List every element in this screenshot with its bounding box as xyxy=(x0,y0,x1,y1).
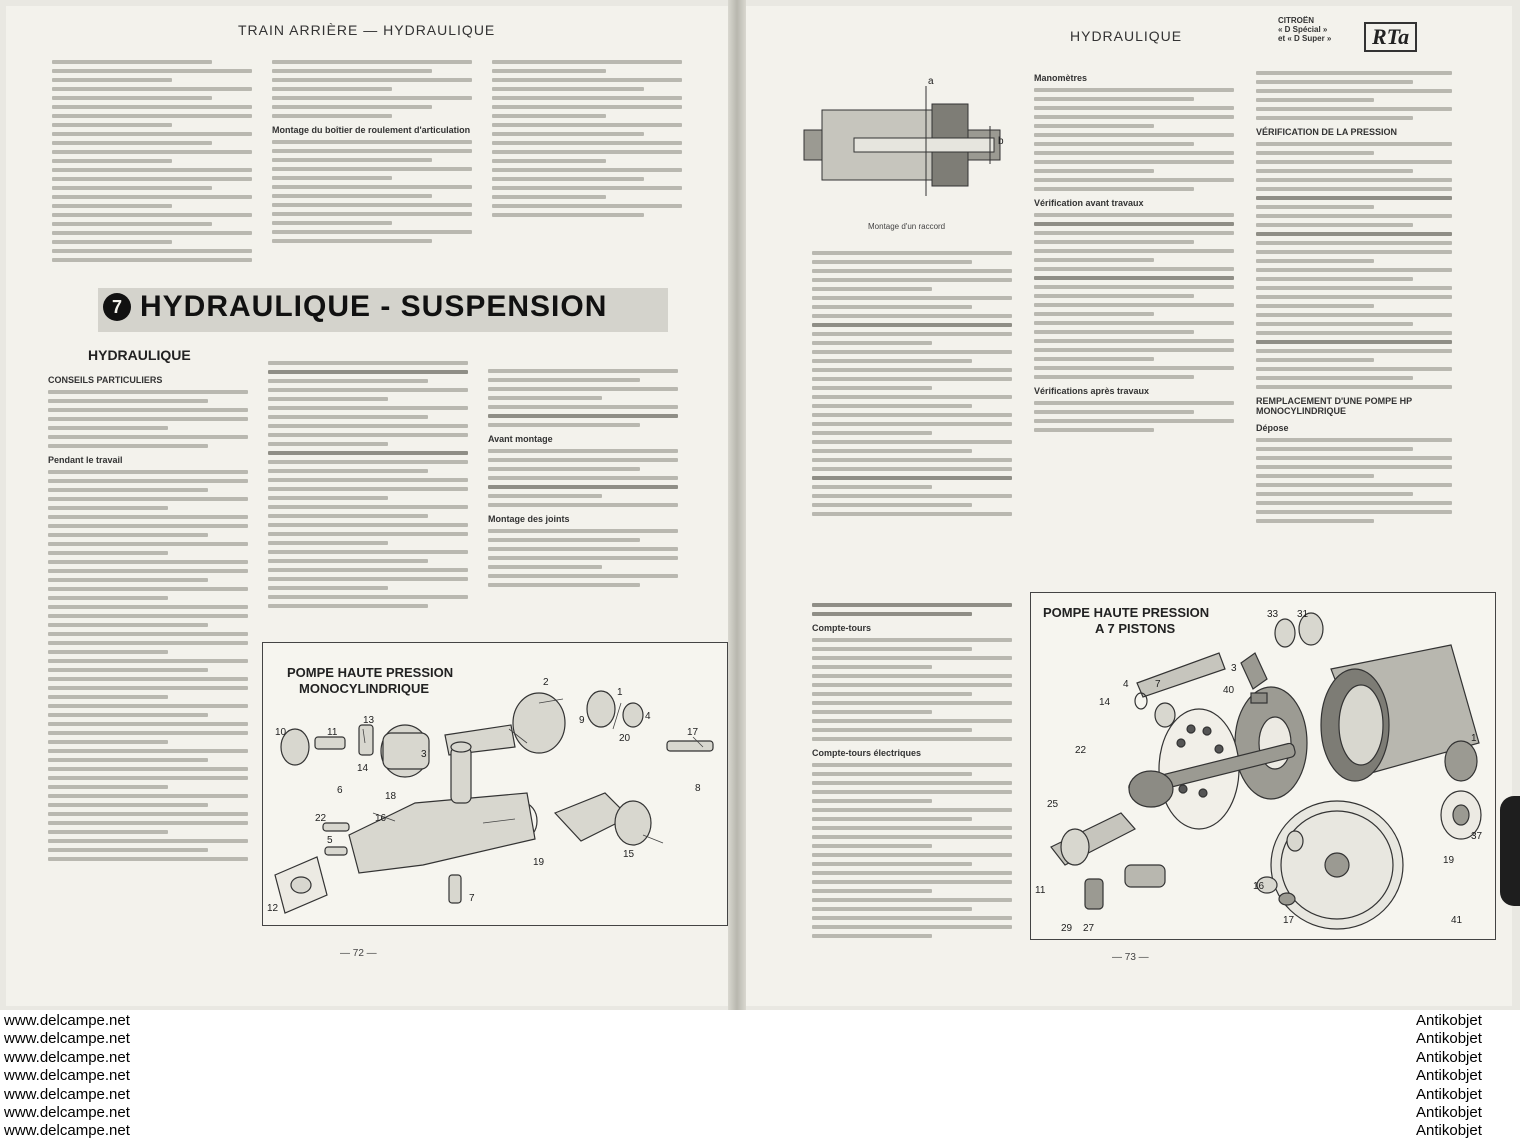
running-head-left: TRAIN ARRIÈRE — HYDRAULIQUE xyxy=(238,22,496,38)
callout-label: 4 xyxy=(1123,679,1129,690)
watermark-left xyxy=(4,1012,130,1141)
text-column xyxy=(812,598,1012,943)
text-column xyxy=(268,356,468,613)
callout-label: 25 xyxy=(1047,799,1059,810)
callout-label: 11 xyxy=(327,727,338,738)
callout-label: 5 xyxy=(327,835,333,846)
book-gutter xyxy=(728,0,746,1010)
subheading: Avant montage xyxy=(488,434,553,444)
figure-title-line1: POMPE HAUTE PRESSION xyxy=(1043,605,1210,620)
section-number: 7 xyxy=(103,293,131,321)
subheading: Vérification avant travaux xyxy=(1034,198,1144,208)
figure-7-piston-pump xyxy=(1030,592,1496,940)
text-column xyxy=(1256,66,1452,528)
text-column xyxy=(812,246,1012,521)
callout-label: 31 xyxy=(1297,609,1309,620)
callout-label: 41 xyxy=(1451,915,1463,926)
raccord-label-b: b xyxy=(998,136,1004,147)
section-title: HYDRAULIQUE - SUSPENSION xyxy=(140,290,608,323)
page-tab-edge xyxy=(1500,796,1520,906)
callout-label: 8 xyxy=(695,783,701,794)
callout-label: 7 xyxy=(469,893,475,904)
watermark-line: Antikobjet xyxy=(1416,1012,1482,1029)
watermark-line: www.delcampe.net xyxy=(4,1030,130,1048)
brand-line: « D Spécial » xyxy=(1278,25,1328,34)
brand-line: CITROËN xyxy=(1278,16,1314,25)
callout-label: 10 xyxy=(275,727,287,738)
watermark-line: www.delcampe.net xyxy=(4,1067,130,1085)
subheading: Pendant le travail xyxy=(48,455,123,465)
callout-label: 7 xyxy=(1155,679,1161,690)
callout-label: 20 xyxy=(619,733,631,744)
subheading: Montage du boîtier de roulement d'articulation xyxy=(272,125,471,135)
text-column xyxy=(488,364,678,592)
brand-block xyxy=(1278,16,1331,43)
watermark-right xyxy=(1416,1012,1482,1141)
raccord-label-a: a xyxy=(928,76,934,87)
callout-label: 1 xyxy=(1471,733,1477,744)
callout-label: 16 xyxy=(375,813,387,824)
figure-title-line1: POMPE HAUTE PRESSION xyxy=(287,665,454,680)
callout-label: 40 xyxy=(1223,685,1235,696)
page-number-left: — 72 — xyxy=(340,948,377,959)
callout-label: 11 xyxy=(1035,885,1046,896)
sub-heading: HYDRAULIQUE xyxy=(88,347,191,363)
watermark-line: www.delcampe.net xyxy=(4,1048,130,1066)
callout-label: 27 xyxy=(1083,923,1095,934)
subheading: CONSEILS PARTICULIERS xyxy=(48,375,163,385)
rta-logo: RTa xyxy=(1364,22,1417,52)
callout-label: 17 xyxy=(1283,915,1295,926)
callout-label: 22 xyxy=(1075,745,1087,756)
callout-label: 3 xyxy=(421,749,427,760)
text-column xyxy=(492,55,682,222)
callout-label: 29 xyxy=(1061,923,1073,934)
watermark-line: Antikobjet xyxy=(1416,1122,1482,1140)
callout-label: 14 xyxy=(1099,697,1111,708)
page-number-right: — 73 — xyxy=(1112,952,1149,963)
callout-label: 33 xyxy=(1267,609,1279,620)
watermark-line: Antikobjet xyxy=(1416,1030,1482,1048)
callout-label: 37 xyxy=(1471,831,1483,842)
watermark-line: Antikobjet xyxy=(1416,1067,1482,1085)
callout-label: 3 xyxy=(1231,663,1237,674)
callout-label: 19 xyxy=(1443,855,1455,866)
watermark-line: www.delcampe.net xyxy=(4,1122,130,1140)
callout-label: 14 xyxy=(357,763,369,774)
raccord-drawing xyxy=(794,66,1018,216)
watermark-line: Antikobjet xyxy=(1416,1104,1482,1122)
subheading: Montage des joints xyxy=(488,514,570,524)
figure-raccord xyxy=(794,66,1018,236)
callout-label: 12 xyxy=(267,903,279,914)
text-column xyxy=(272,55,472,248)
figure-title-line2: A 7 PISTONS xyxy=(1095,621,1176,636)
watermark-line: www.delcampe.net xyxy=(4,1104,130,1122)
callout-label: 6 xyxy=(337,785,343,796)
callout-label: 4 xyxy=(645,711,651,722)
text-column xyxy=(1034,66,1234,437)
text-column xyxy=(52,55,252,267)
subheading: Vérifications après travaux xyxy=(1034,386,1150,396)
subheading: Dépose xyxy=(1256,423,1289,433)
pump-exploded-drawing xyxy=(263,643,727,925)
callout-label: 18 xyxy=(385,791,397,802)
watermark-line: www.delcampe.net xyxy=(4,1085,130,1103)
watermark-line: www.delcampe.net xyxy=(4,1012,130,1029)
callout-label: 2 xyxy=(543,677,549,688)
callout-label: 17 xyxy=(687,727,699,738)
subheading: Manomètres xyxy=(1034,73,1088,83)
figure-caption: Montage d'un raccord xyxy=(868,222,946,231)
callout-label: 19 xyxy=(533,857,545,868)
callout-label: 15 xyxy=(623,849,635,860)
watermark-line: Antikobjet xyxy=(1416,1048,1482,1066)
subheading: REMPLACEMENT D'UNE POMPE HP MONOCYLINDRIQUE xyxy=(1256,396,1412,416)
figure-title-line2: MONOCYLINDRIQUE xyxy=(299,681,429,696)
callout-label: 16 xyxy=(1253,881,1265,892)
subheading: Compte-tours xyxy=(812,623,871,633)
subheading: Compte-tours électriques xyxy=(812,748,922,758)
watermark-line: Antikobjet xyxy=(1416,1085,1482,1103)
brand-line: et « D Super » xyxy=(1278,34,1332,43)
running-head-right: HYDRAULIQUE xyxy=(1070,28,1183,44)
text-column xyxy=(48,368,248,866)
callout-label: 1 xyxy=(617,687,623,698)
pump-exploded-drawing xyxy=(1031,593,1495,939)
figure-monocylindrique-pump xyxy=(262,642,728,926)
callout-label: 22 xyxy=(315,813,327,824)
callout-label: 13 xyxy=(363,715,375,726)
subheading: VÉRIFICATION DE LA PRESSION xyxy=(1256,127,1398,137)
callout-label: 9 xyxy=(579,715,585,726)
